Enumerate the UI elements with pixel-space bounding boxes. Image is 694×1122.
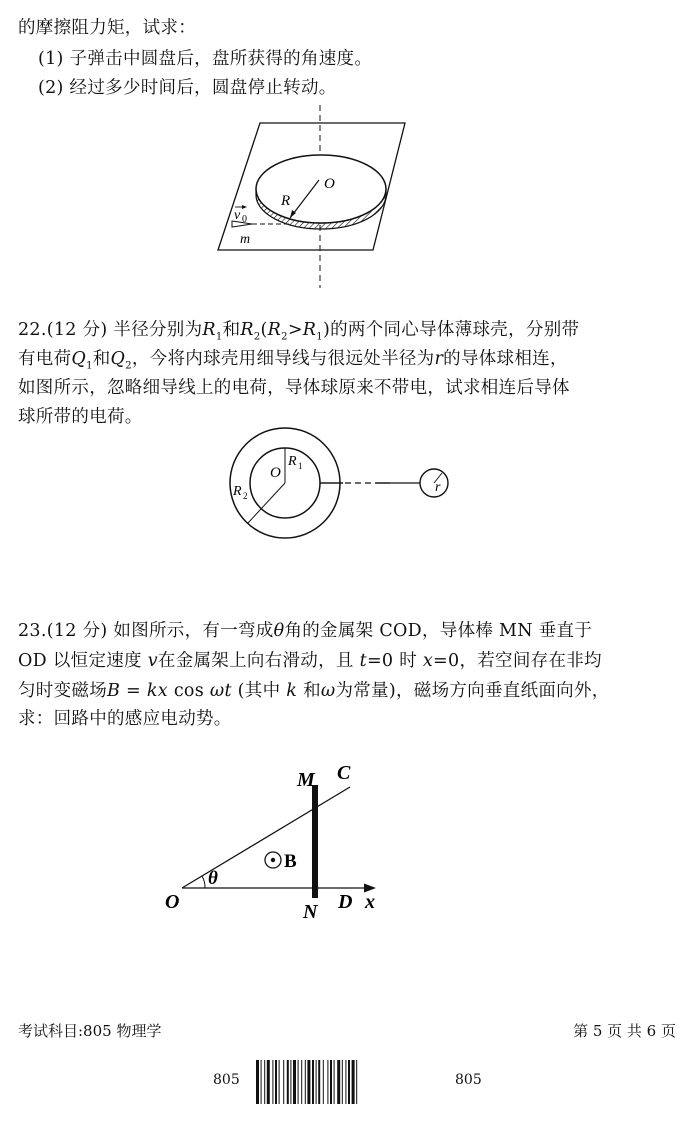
label-O: O [165,891,180,913]
theta-arc [202,876,205,888]
q22-R2: R [240,320,254,340]
label-R2-sub: 2 [243,491,248,501]
barcode-bar [287,1060,289,1104]
q22-text: 半径分别为 [113,320,203,340]
barcode-bar [275,1060,277,1104]
q22-text: ，今将内球壳用细导线与很远处半径为 [131,349,435,369]
barcode-bar [337,1060,340,1104]
q23-text: 和 [303,681,321,701]
label-C: C [337,762,351,784]
frame-diagram [160,755,390,930]
q23-wt: ωt [209,681,232,701]
barcode-bar [267,1060,270,1104]
barcode-bar [264,1060,265,1104]
q22-R1: R [302,320,317,340]
barcode-bar [327,1060,328,1104]
barcode-bar [348,1060,350,1104]
label-R2: R [233,484,242,499]
label-D: D [338,891,353,913]
q22-line4: 球所带的电荷。 [18,407,143,427]
barcode-bar [293,1060,296,1104]
barcode-bar [318,1060,320,1104]
footer-subject: 考试科目:805 物理学 [18,1022,162,1040]
v0-vector-head [242,205,247,209]
q22-number: 22. [18,320,47,340]
label-v0: v [234,208,241,223]
barcode-bar [272,1060,273,1104]
q23-theta: θ [273,621,285,641]
barcode-bar [312,1060,314,1104]
q23-line3 [18,677,610,702]
q23-line1 [18,617,592,642]
barcode-bar [256,1060,259,1104]
q23-x: x [422,651,434,671]
barcode-bar [283,1060,284,1104]
q23-text: =0，若空间存在非均 [433,651,602,671]
label-R1: R [288,454,297,469]
label-O: O [270,465,281,481]
q22-Q2: Q [110,349,126,369]
q23-text: 在金属架上向右滑动，且 [157,651,354,671]
q22-text: > [287,320,303,340]
q22-line3: 如图所示，忽略细导线上的电荷，导体球原来不带电，试求相连后导体 [18,378,570,398]
q21-tail-line: 的摩擦阻力矩，试求： [18,18,196,38]
barcode-bar [290,1060,291,1104]
label-N: N [303,901,318,923]
q22-text: 的导体球相连， [443,349,568,369]
q22-shells-figure [225,425,465,547]
barcode-bars [256,1060,442,1104]
barcode-bar [345,1060,346,1104]
barcode-bar [342,1060,343,1104]
q23-text: =0 时 [366,651,417,671]
barcode-bar [261,1060,262,1104]
label-R1-sub: 1 [298,461,303,471]
q22-text: 和 [222,320,241,340]
b-field-dot [271,858,275,862]
q23-text: OD 以恒定速度 [18,651,142,671]
label-r: r [435,480,441,495]
q23-text: 匀时变磁场 [18,681,107,701]
q23-w: ω [320,681,336,701]
label-v0-sub: 0 [242,214,247,225]
q23-kx: kx [146,681,168,701]
barcode-bar [301,1060,302,1104]
q23-v: v [147,651,158,671]
barcode-bar [316,1060,317,1104]
label-x: x [365,891,375,913]
q23-t: t [359,651,367,671]
q22-score: (12 分) [46,320,108,340]
q23-score: (12 分) [46,621,108,641]
q22-line2 [18,345,568,372]
q23-B: B [107,681,121,701]
q23-k: k [286,681,298,701]
q22-text: ) [322,320,331,340]
q22-text: ( [260,320,268,340]
barcode-left-number: 805 [213,1072,240,1088]
q22-R2-sub: 2 [253,331,261,343]
q23-text: 为常量)，磁场方向垂直纸面向外， [335,681,610,701]
q22-R1: R [202,320,216,340]
q23-line4: 求：回路中的感应电动势。 [18,709,232,729]
barcode-bar [330,1060,332,1104]
barcode [256,1060,442,1104]
label-m: m [240,232,251,247]
q22-text: 和 [92,349,111,369]
q23-text: 如图所示，有一弯成 [113,621,274,641]
q22-Q2-sub: 2 [125,360,132,372]
q21-part1: (1) 子弹击中圆盘后，盘所获得的角速度。 [38,49,373,69]
q22-Q1-sub: 1 [86,360,93,372]
q23-frame-figure [160,755,390,930]
label-B: B [284,851,297,872]
footer-page: 第 5 页 共 6 页 [573,1022,676,1040]
label-M: M [297,769,315,791]
disc-top [256,155,386,223]
disc-diagram [205,100,425,295]
barcode-bar [356,1060,357,1104]
q22-text: 有电荷 [18,349,72,369]
q23-number: 23. [18,621,47,641]
barcode-right-number: 805 [455,1072,482,1088]
label-O: O [324,176,335,192]
barcode-bar [307,1060,310,1104]
q21-part2: (2) 经过多少时间后，圆盘停止转动。 [38,78,337,98]
q21-disc-figure [205,100,425,295]
label-theta: θ [208,868,218,889]
barcode-bar [298,1060,299,1104]
label-R: R [281,193,291,209]
q22-text: 的两个同心导体薄球壳，分别带 [330,320,580,340]
q22-r: r [434,349,444,369]
barcode-bar [323,1060,324,1104]
q22-line1 [18,316,579,343]
q22-R2: R [267,320,282,340]
barcode-bar [334,1060,335,1104]
q22-R1-sub: 1 [316,331,323,343]
q23-text: cos [167,681,210,701]
q22-R1-sub: 1 [215,331,223,343]
barcode-bar [279,1060,280,1104]
q22-Q1: Q [71,349,87,369]
q22-R2-sub: 2 [281,331,288,343]
shells-diagram [225,425,465,547]
q23-text: (其中 [231,681,281,701]
q23-line2 [18,647,602,672]
q23-text: 角的金属架 COD，导体棒 MN 垂直于 [284,621,593,641]
q23-text: = [120,681,147,701]
barcode-bar [352,1060,355,1104]
barcode-bar [305,1060,306,1104]
